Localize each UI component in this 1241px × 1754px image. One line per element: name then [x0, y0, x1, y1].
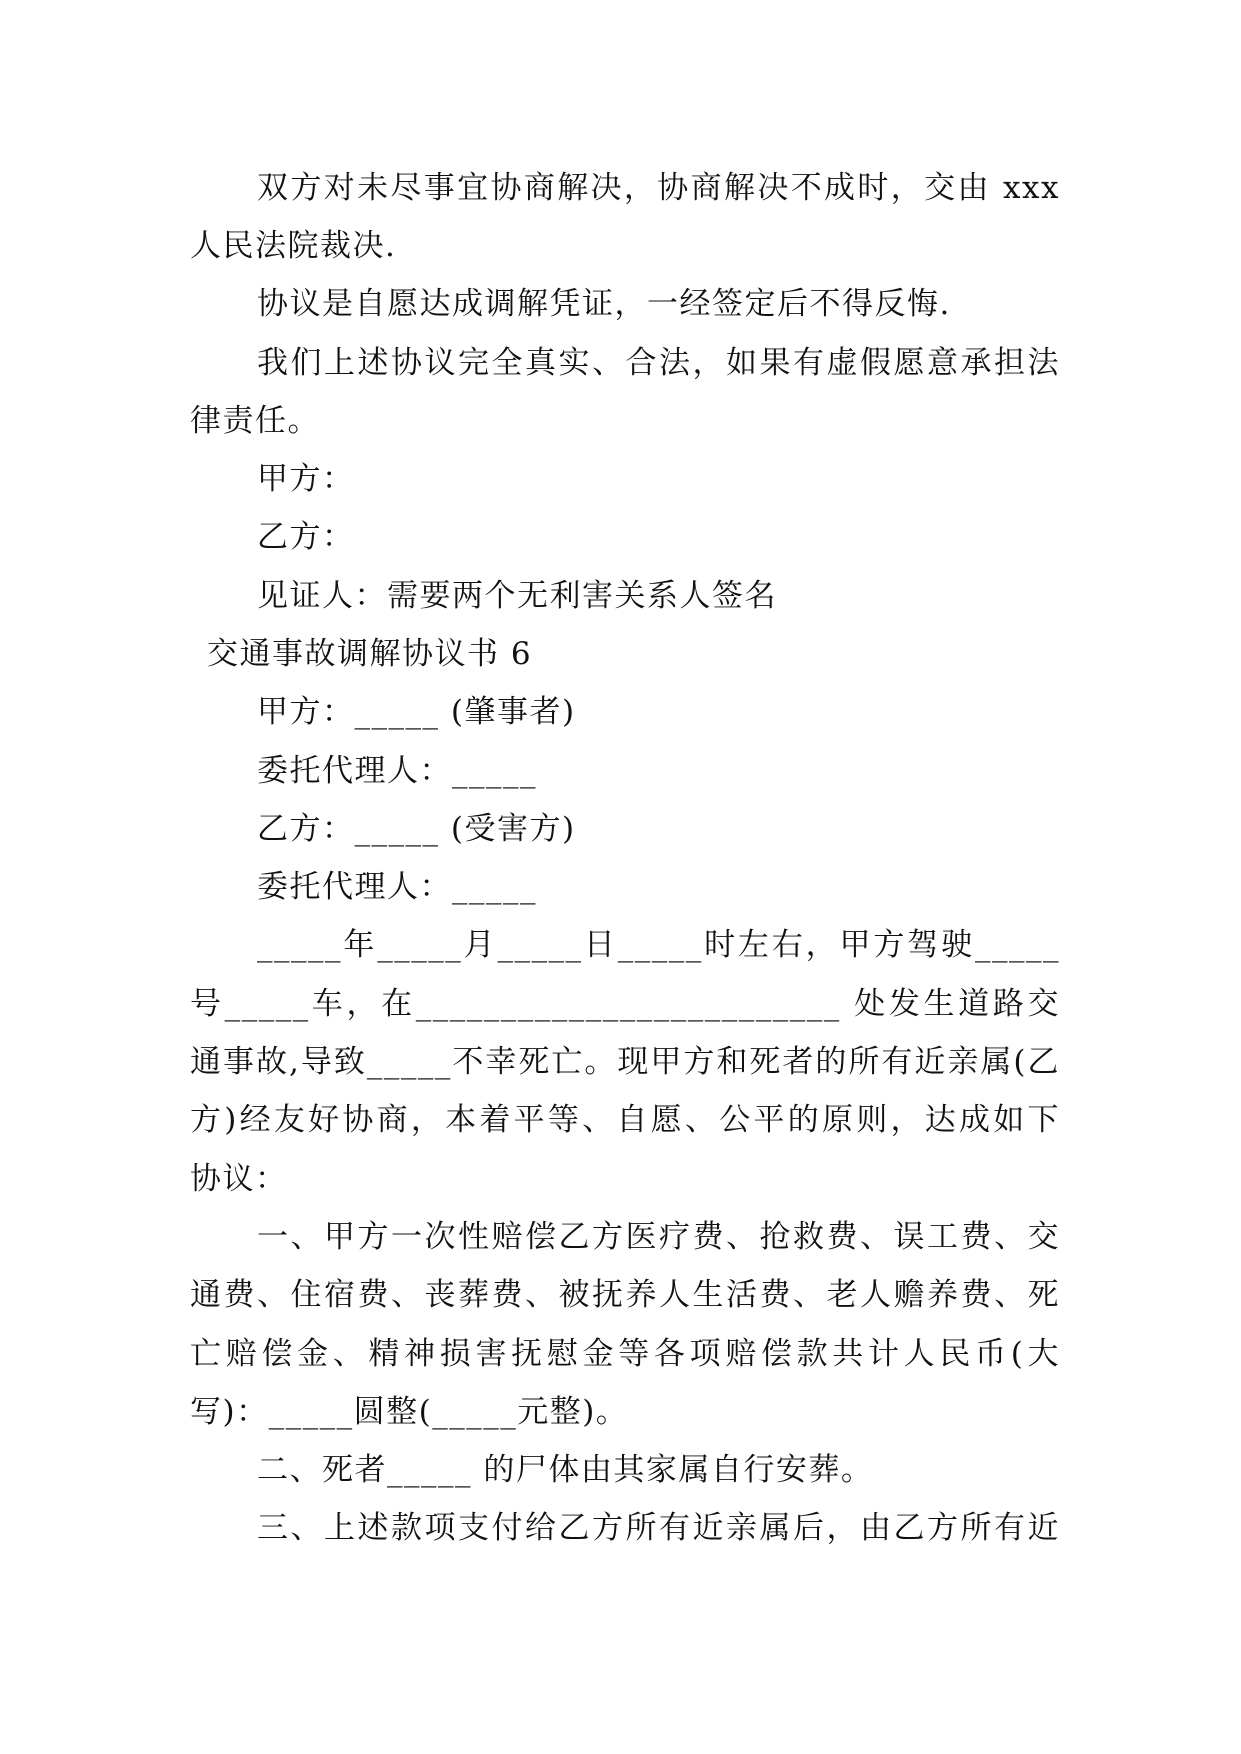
- paragraph-line: 通事故,导致_____不幸死亡。现甲方和死者的所有近亲属(乙: [190, 1044, 1060, 1080]
- paragraph-line: 通费、住宿费、丧葬费、被抚养人生活费、老人赡养费、死: [190, 1277, 1060, 1313]
- party-a-label: 甲方：: [257, 461, 355, 497]
- paragraph-line: 协议是自愿达成调解凭证，一经签定后不得反悔.: [257, 286, 951, 322]
- party-a-field: 甲方：_____ (肇事者): [257, 694, 576, 730]
- paragraph-line: 方)经友好协商，本着平等、自愿、公平的原则，达成如下: [190, 1102, 1060, 1138]
- paragraph-line: 三、上述款项支付给乙方所有近亲属后，由乙方所有近: [257, 1510, 1060, 1546]
- witness-line: 见证人：需要两个无利害关系人签名: [257, 578, 777, 614]
- agent-a-field: 委托代理人：_____: [257, 753, 537, 789]
- paragraph-line: 亡赔偿金、精神损害抚慰金等各项赔偿款共计人民币(大: [190, 1336, 1060, 1372]
- paragraph-line: 双方对未尽事宜协商解决，协商解决不成时，交由 xxx: [257, 170, 1060, 206]
- party-b-field: 乙方：_____ (受害方): [257, 811, 576, 847]
- paragraph-line: 写)：_____圆整(_____元整)。: [190, 1394, 629, 1430]
- paragraph-line: 律责任。: [190, 403, 320, 439]
- agent-b-field: 委托代理人：_____: [257, 869, 537, 905]
- paragraph-line: _____年_____月_____日_____时左右，甲方驾驶_____: [257, 927, 1060, 963]
- paragraph-line: 二、死者_____ 的尸体由其家属自行安葬。: [257, 1452, 874, 1488]
- paragraph-line: 号_____车，在_________________________ 处发生道路交: [190, 986, 1060, 1022]
- section-title: 交通事故调解协议书 6: [207, 636, 533, 672]
- paragraph-line: 人民法院裁决.: [190, 228, 397, 264]
- party-b-label: 乙方：: [257, 519, 355, 555]
- paragraph-line: 协议：: [190, 1161, 288, 1197]
- paragraph-line: 一、甲方一次性赔偿乙方医疗费、抢救费、误工费、交: [257, 1219, 1060, 1255]
- paragraph-line: 我们上述协议完全真实、合法，如果有虚假愿意承担法: [257, 345, 1060, 381]
